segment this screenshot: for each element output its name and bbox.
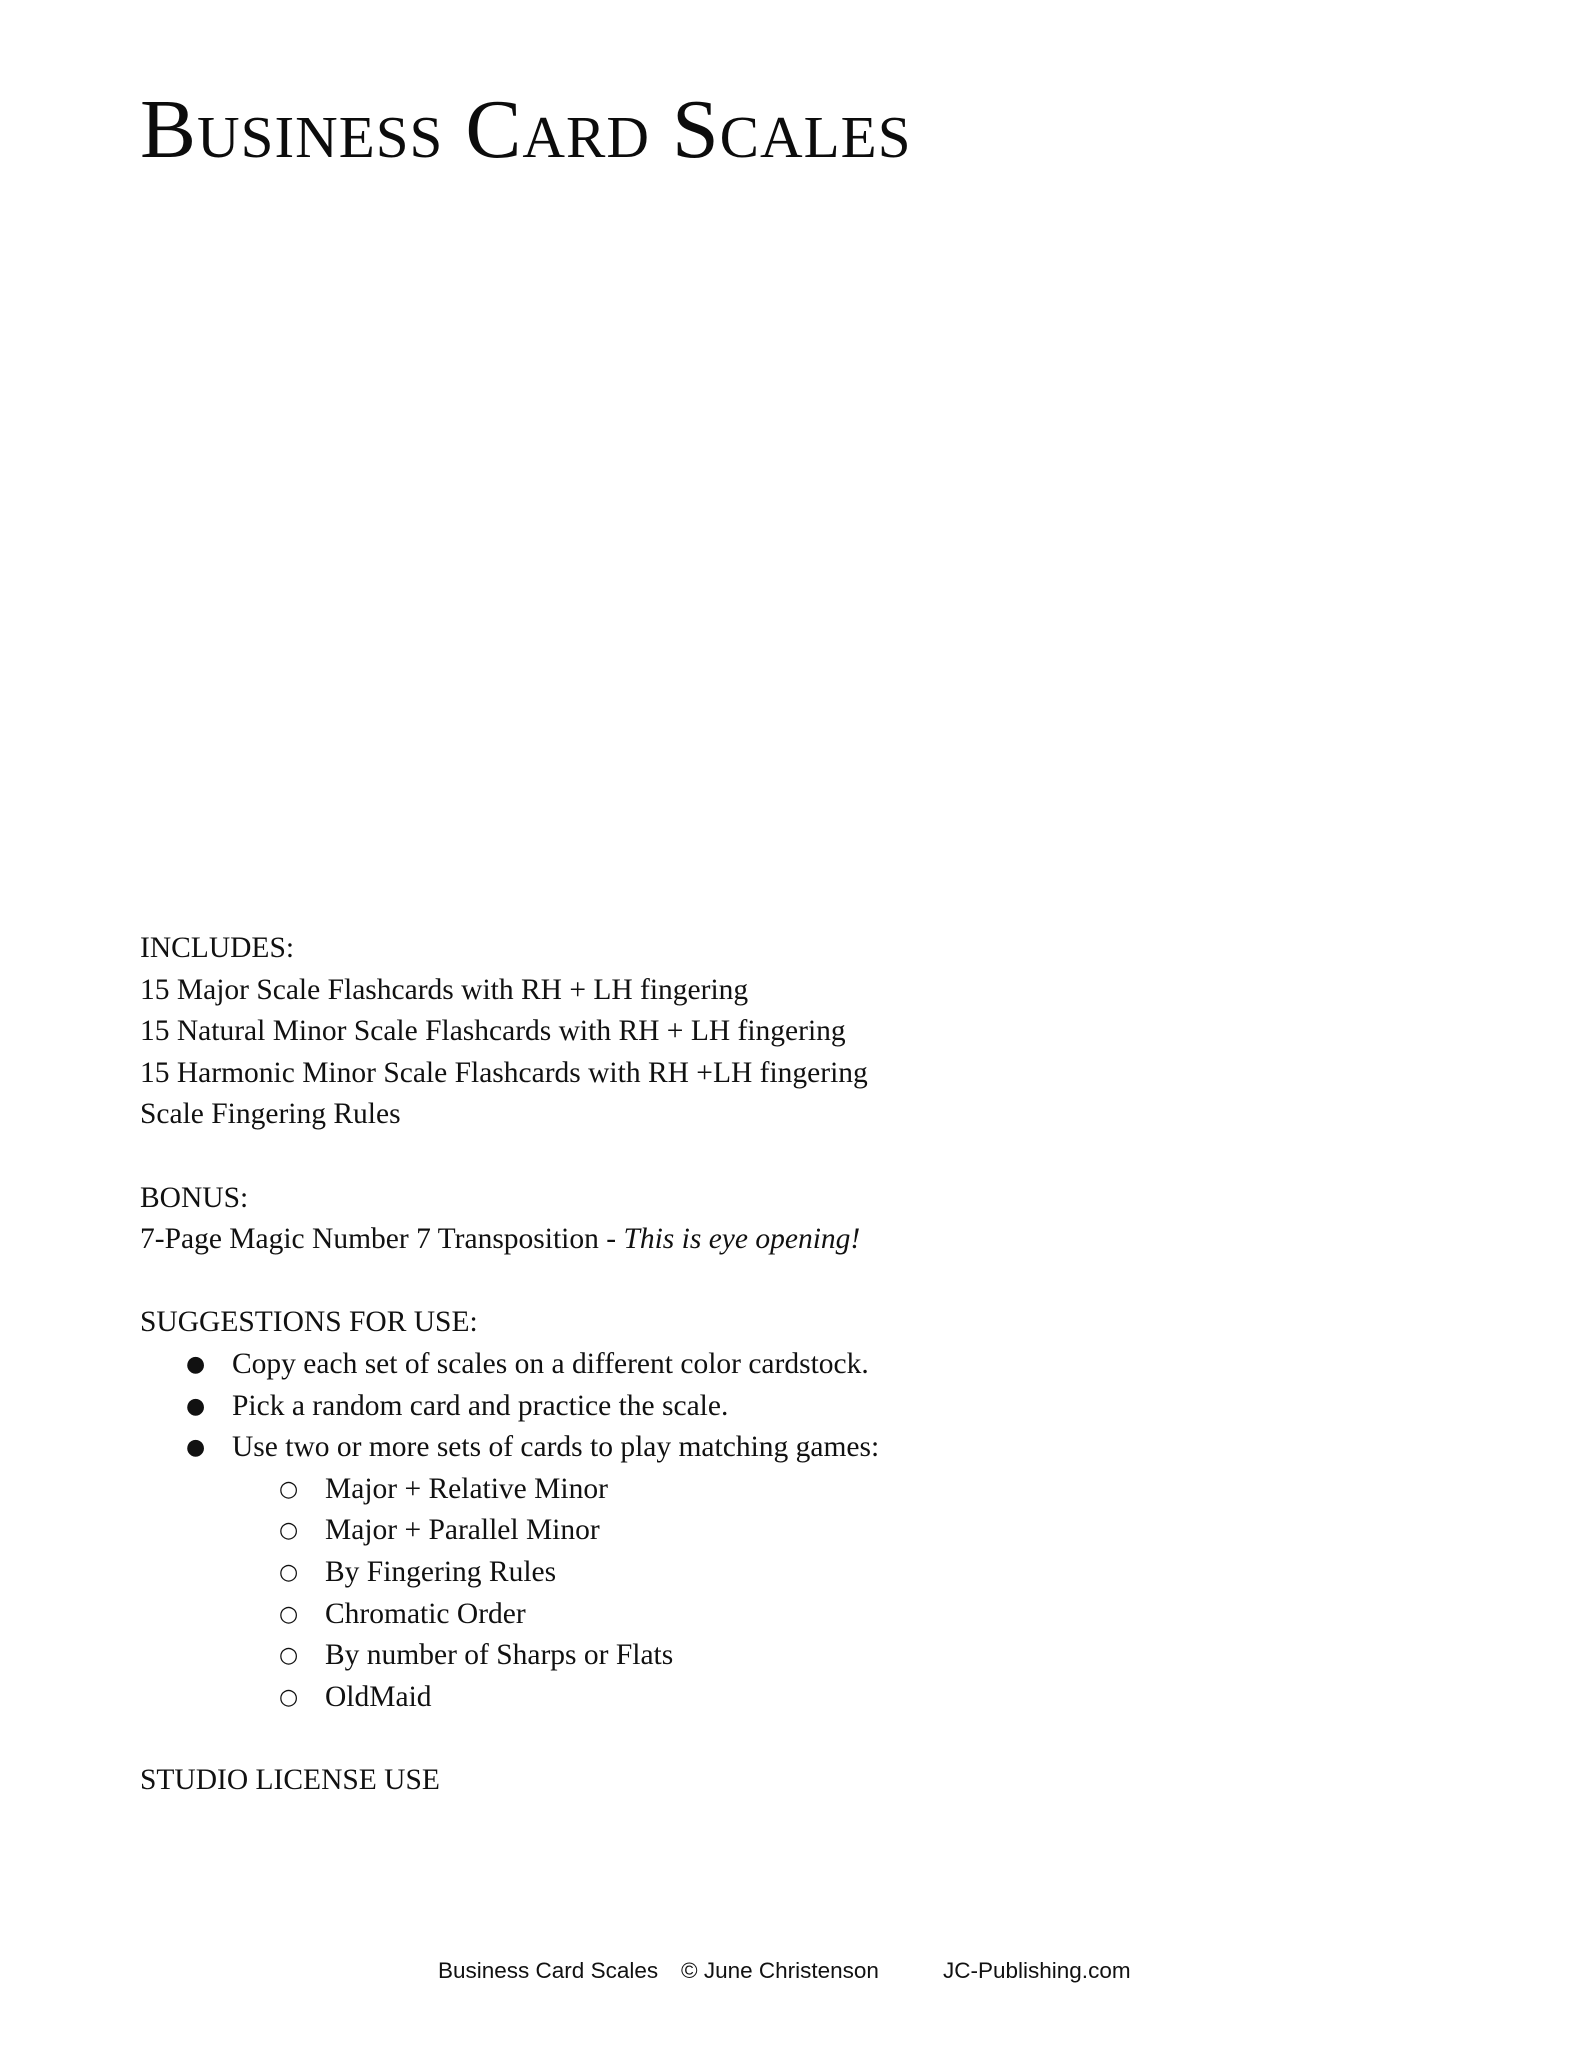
hollow-bullet-icon: ○ xyxy=(279,1643,299,1669)
spacer xyxy=(140,1261,1340,1303)
bullet-icon: ● xyxy=(186,1435,206,1461)
game-item xyxy=(140,1635,1340,1677)
suggestion-item xyxy=(140,1427,1340,1469)
bonus-text: 7-Page Magic Number 7 Transposition - xyxy=(140,1223,624,1256)
game-text: By number of Sharps or Flats xyxy=(325,1639,674,1672)
bonus-emphasis: This is eye opening! xyxy=(623,1223,861,1256)
game-item xyxy=(140,1510,1340,1552)
footer-copyright: © June Christenson xyxy=(681,1958,879,1983)
spacer xyxy=(140,1718,1340,1760)
game-item xyxy=(140,1594,1340,1636)
game-text: OldMaid xyxy=(325,1680,432,1713)
game-text: Major + Relative Minor xyxy=(325,1472,608,1505)
suggestion-text: Use two or more sets of cards to play matching games: xyxy=(232,1431,880,1464)
spacer xyxy=(140,1136,1340,1178)
license-text: STUDIO LICENSE USE xyxy=(140,1763,440,1796)
bullet-icon: ● xyxy=(186,1351,206,1377)
suggestion-text: Pick a random card and practice the scale. xyxy=(232,1389,729,1422)
page-title: Business Card Scales xyxy=(140,83,912,176)
hollow-bullet-icon: ○ xyxy=(279,1684,299,1710)
includes-heading: INCLUDES: xyxy=(140,932,295,964)
game-text: Major + Parallel Minor xyxy=(325,1514,600,1547)
suggestions-heading: SUGGESTIONS FOR USE: xyxy=(140,1306,478,1339)
includes-item: Scale Fingering Rules xyxy=(140,1098,401,1131)
suggestion-item xyxy=(140,1344,1340,1386)
game-item xyxy=(140,1469,1340,1511)
bullet-icon: ● xyxy=(186,1393,206,1419)
document-body xyxy=(140,928,1340,1801)
suggestion-item xyxy=(140,1386,1340,1428)
includes-section xyxy=(140,928,1340,1136)
suggestions-list xyxy=(140,1344,1340,1718)
hollow-bullet-icon: ○ xyxy=(279,1476,299,1502)
includes-item: 15 Major Scale Flashcards with RH + LH fingering xyxy=(140,973,749,1006)
suggestions-section xyxy=(140,1302,1340,1718)
includes-item: 15 Natural Minor Scale Flashcards with RH + LH fingering xyxy=(140,1015,846,1048)
suggestion-text: Copy each set of scales on a different color cardstock. xyxy=(232,1347,869,1380)
hollow-bullet-icon: ○ xyxy=(279,1559,299,1585)
includes-item: 15 Harmonic Minor Scale Flashcards with RH +LH fingering xyxy=(140,1056,868,1089)
game-item xyxy=(140,1677,1340,1719)
game-item xyxy=(140,1552,1340,1594)
hollow-bullet-icon: ○ xyxy=(279,1601,299,1627)
game-text: By Fingering Rules xyxy=(325,1555,557,1588)
bonus-section xyxy=(140,1178,1340,1261)
footer-website: JC-Publishing.com xyxy=(943,1958,1131,1983)
bonus-heading: BONUS: xyxy=(140,1181,249,1214)
game-text: Chromatic Order xyxy=(325,1597,526,1630)
bonus-line xyxy=(140,1219,1340,1261)
hollow-bullet-icon: ○ xyxy=(279,1518,299,1544)
footer-title: Business Card Scales xyxy=(438,1958,659,1983)
